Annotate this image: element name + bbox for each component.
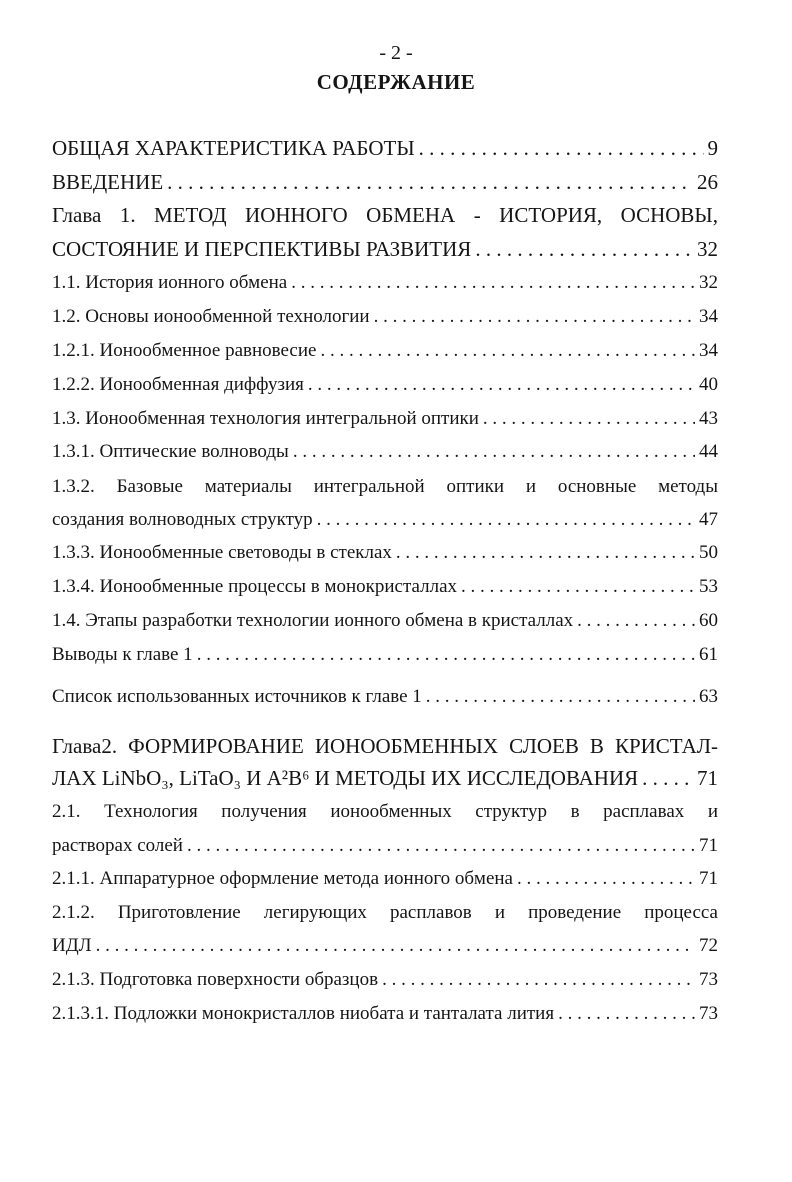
toc-page-number: 61 bbox=[699, 644, 718, 665]
toc-page-number: 32 bbox=[699, 272, 718, 293]
toc-entry-1-3-2[interactable] bbox=[52, 509, 718, 539]
leader-dots bbox=[167, 170, 693, 195]
toc-entry-text: 2.1.3.1. Подложки монокристаллов ниобата и танталата лития bbox=[52, 1003, 555, 1024]
toc-entry-text: 1.4. Этапы разработки технологии ионного обмена в кристаллах bbox=[52, 610, 574, 631]
leader-dots bbox=[374, 306, 695, 328]
toc-page-number: 63 bbox=[699, 686, 718, 707]
toc-page-number: 26 bbox=[697, 170, 718, 194]
toc-2-1-line1[interactable]: 2.1. Технология получения ионообменных структур в расплавах и bbox=[52, 801, 718, 822]
leader-dots bbox=[475, 237, 693, 262]
toc-page-number: 40 bbox=[699, 374, 718, 395]
toc-entry-conclusions-1[interactable] bbox=[52, 644, 718, 674]
toc-entry-1-3-3[interactable] bbox=[52, 542, 718, 572]
page-number: - 2 - bbox=[379, 42, 413, 64]
toc-entry-1-3-1[interactable] bbox=[52, 441, 718, 471]
toc-page-number: 71 bbox=[697, 766, 718, 790]
toc-entry-text: 1.2. Основы ионообменной технологии bbox=[52, 306, 370, 327]
toc-page-number: 44 bbox=[699, 441, 718, 462]
leader-dots bbox=[382, 969, 695, 991]
leader-dots bbox=[577, 610, 695, 632]
toc-entry-text: ЛАХ LiNbO₃, LiTaO₃ И A²B⁶ И МЕТОДЫ ИХ ИССЛЕДОВАНИЯ bbox=[52, 766, 639, 790]
toc-entry-text: 2.1.1. Аппаратурное оформление метода ионного обмена bbox=[52, 868, 513, 889]
toc-page-number: 72 bbox=[699, 935, 718, 956]
toc-page-number: 60 bbox=[699, 610, 718, 631]
leader-dots bbox=[558, 1003, 695, 1025]
toc-entry-general[interactable] bbox=[52, 136, 718, 166]
toc-page-number: 9 bbox=[707, 136, 718, 160]
toc-entry-1-1[interactable] bbox=[52, 272, 718, 302]
toc-entry-text: растворах солей bbox=[52, 835, 183, 856]
toc-1-3-2-line1[interactable]: 1.3.2. Базовые материалы интегральной оптики и основные методы bbox=[52, 476, 718, 497]
toc-entry-text: ОБЩАЯ ХАРАКТЕРИСТИКА РАБОТЫ bbox=[52, 136, 415, 160]
leader-dots bbox=[483, 408, 695, 430]
leader-dots bbox=[396, 542, 695, 564]
toc-entry-text: ВВЕДЕНИЕ bbox=[52, 170, 164, 194]
toc-entry-text: 2.1.3. Подготовка поверхности образцов bbox=[52, 969, 379, 990]
toc-chapter2-line1[interactable]: Глава2. ФОРМИРОВАНИЕ ИОНООБМЕННЫХ СЛОЕВ В КРИСТАЛ- bbox=[52, 734, 718, 758]
leader-dots bbox=[291, 272, 695, 294]
toc-entry-text: 1.3.1. Оптические волноводы bbox=[52, 441, 289, 462]
toc-entry-text: 1.3. Ионообменная технология интегральной оптики bbox=[52, 408, 479, 429]
toc-2-1-2-line1[interactable]: 2.1.2. Приготовление легирующих расплавов и проведение процесса bbox=[52, 902, 718, 923]
leader-dots bbox=[96, 935, 695, 957]
leader-dots bbox=[308, 374, 695, 396]
toc-entry-2-1[interactable] bbox=[52, 835, 718, 865]
toc-entry-1-2-2[interactable] bbox=[52, 374, 718, 404]
toc-entry-chapter1[interactable] bbox=[52, 237, 718, 267]
toc-page-number: 47 bbox=[699, 509, 718, 530]
leader-dots bbox=[197, 644, 695, 666]
toc-entry-1-4[interactable] bbox=[52, 610, 718, 640]
toc-entry-text: создания волноводных структур bbox=[52, 509, 313, 530]
toc-entry-2-1-1[interactable] bbox=[52, 868, 718, 898]
toc-entry-1-3-4[interactable] bbox=[52, 576, 718, 606]
leader-dots bbox=[293, 441, 695, 463]
toc-entry-text: 1.1. История ионного обмена bbox=[52, 272, 288, 293]
leader-dots bbox=[517, 868, 695, 890]
toc-page-number: 50 bbox=[699, 542, 718, 563]
toc-entry-1-2[interactable] bbox=[52, 306, 718, 336]
toc-entry-text: Список использованных источников к главе 1 bbox=[52, 686, 422, 707]
toc-entry-text: Выводы к главе 1 bbox=[52, 644, 193, 665]
toc-page-number: 73 bbox=[699, 969, 718, 990]
toc-entry-1-2-1[interactable] bbox=[52, 340, 718, 370]
leader-dots bbox=[461, 576, 695, 598]
toc-page-number: 32 bbox=[697, 237, 718, 261]
leader-dots bbox=[426, 686, 695, 708]
toc-entry-chapter2[interactable] bbox=[52, 766, 718, 796]
toc-page-number: 71 bbox=[699, 868, 718, 889]
toc-page-number: 34 bbox=[699, 306, 718, 327]
toc-page-number: 53 bbox=[699, 576, 718, 597]
toc-page-number: 43 bbox=[699, 408, 718, 429]
toc-chapter1-line1[interactable]: Глава 1. МЕТОД ИОННОГО ОБМЕНА - ИСТОРИЯ, ОСНОВЫ, bbox=[52, 203, 718, 227]
leader-dots bbox=[419, 136, 704, 161]
leader-dots bbox=[320, 340, 695, 362]
toc-entry-text: 1.2.2. Ионообменная диффузия bbox=[52, 374, 304, 395]
leader-dots bbox=[187, 835, 695, 857]
toc-page-number: 73 bbox=[699, 1003, 718, 1024]
toc-entry-2-1-2[interactable] bbox=[52, 935, 718, 965]
toc-entry-1-3[interactable] bbox=[52, 408, 718, 438]
toc-page-number: 71 bbox=[699, 835, 718, 856]
toc-entry-text: 1.3.3. Ионообменные световоды в стеклах bbox=[52, 542, 392, 563]
toc-entry-text: СОСТОЯНИЕ И ПЕРСПЕКТИВЫ РАЗВИТИЯ bbox=[52, 237, 472, 261]
toc-entry-text: 1.3.4. Ионообменные процессы в монокристаллах bbox=[52, 576, 458, 597]
toc-entry-references-1[interactable] bbox=[52, 686, 718, 716]
toc-entry-intro[interactable] bbox=[52, 170, 718, 200]
leader-dots bbox=[317, 509, 695, 531]
toc-entry-text: 1.2.1. Ионообменное равновесие bbox=[52, 340, 317, 361]
leader-dots bbox=[642, 766, 693, 791]
page-title: СОДЕРЖАНИЕ bbox=[316, 70, 476, 94]
toc-entry-text: ИДЛ bbox=[52, 935, 92, 956]
toc-entry-2-1-3-1[interactable] bbox=[52, 1003, 718, 1033]
toc-page-number: 34 bbox=[699, 340, 718, 361]
toc-entry-2-1-3[interactable] bbox=[52, 969, 718, 999]
